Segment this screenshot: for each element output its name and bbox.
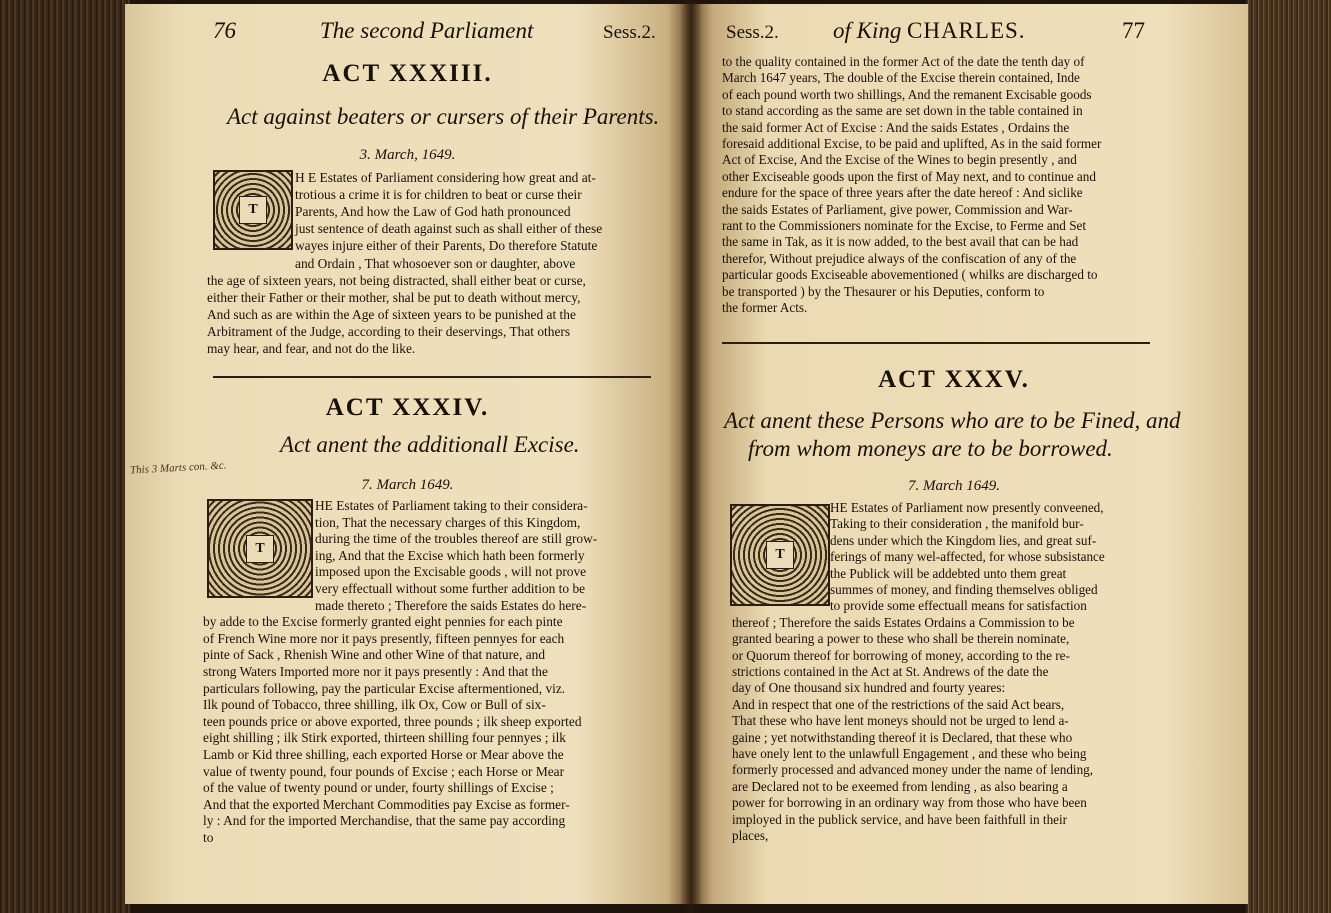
text-line: H E Estates of Parliament considering how great and at- — [295, 170, 596, 185]
text-line: or Quorum thereof for borrowing of money, according to the re- — [732, 647, 1070, 663]
text-line: ferings of many wel-affected, for whose subsistance — [830, 549, 1105, 565]
session-label: Sess.2. — [726, 22, 779, 43]
act-date-34: 7. March 1649. — [361, 477, 454, 493]
left-fore-edge — [0, 0, 130, 913]
text-line: the age of sixteen years, not being distracted, shall either beat or curse, — [207, 272, 586, 288]
text-line: by adde to the Excise formerly granted eight pennies for each pinte — [203, 614, 563, 630]
text-line: are Declared not to be exeemed from lending , as also bearing a — [732, 778, 1068, 794]
text-line: Ilk pound of Tobacco, three shilling, ilk Ox, Cow or Bull of six- — [203, 697, 546, 713]
text-line: the Publick will be addebted unto them great — [830, 565, 1067, 581]
text-line: be transported ) by the Thesaurer or his Deputies, conform to — [722, 283, 1045, 299]
text-line: That these who have lent moneys should not be urged to lend a- — [732, 713, 1069, 729]
text-line: just sentence of death against such as shall either of these — [295, 221, 603, 237]
initial-letter: T — [239, 196, 267, 224]
text-line: And that the exported Merchant Commodities pay Excise as former- — [203, 796, 570, 812]
text-line: summes of money, and finding themselves obliged — [830, 582, 1098, 597]
text-line: to the quality contained in the former Act of the date the tenth day of — [722, 54, 1085, 69]
initial-letter: T — [766, 541, 794, 569]
text-line: either their Father or their mother, shal be put to death without mercy, — [207, 289, 581, 305]
text-line: HE Estates of Parliament now presently conveened, — [830, 500, 1104, 515]
text-line: And such as are within the Age of sixteen years to be punished at the — [207, 306, 576, 322]
text-line: the former Acts. — [722, 300, 808, 315]
book-gutter — [680, 0, 702, 913]
text-line: and Ordain , That whosoever son or daughter, above — [295, 255, 576, 271]
decorated-initial — [730, 504, 830, 606]
handwritten-margin-note: This 3 Marts con. &c. — [129, 459, 227, 477]
text-line: to — [203, 830, 214, 845]
running-head: The second Parliament — [320, 18, 534, 43]
text-line: And in respect that one of the restrictions of the said Act bears, — [732, 696, 1065, 712]
text-line: March 1647 years, The double of the Excise therein contained, Inde — [722, 70, 1080, 86]
text-line: therefor, Without prejudice always of the confiscation of any of the — [722, 250, 1077, 266]
act-title-33: ACT XXXIII. — [322, 60, 493, 87]
text-line: foresaid additional Excise, to be paid and uplifted, As in the said former — [722, 136, 1102, 151]
initial-letter: T — [246, 535, 274, 563]
text-line: thereof ; Therefore the saids Estates Ordains a Commission to be — [732, 614, 1075, 630]
text-line: day of One thousand six hundred and fourty yeares: — [732, 680, 1006, 696]
text-line: tion, That the necessary charges of this Kingdom, — [315, 514, 581, 530]
text-line: other Exciseable goods upon the first of May next, and to continue and — [722, 168, 1096, 184]
section-rule — [722, 342, 1150, 344]
text-line: Parents, And how the Law of God hath pronounced — [295, 204, 571, 220]
text-line: dens under which the Kingdom lies, and great suf- — [830, 532, 1097, 548]
text-line: Arbitrament of the Judge, according to their deservings, That others — [207, 323, 571, 339]
text-line: particulars following, pay the particular Excise aftermentioned, viz. — [203, 680, 566, 696]
text-line: Act of Excise, And the Excise of the Wines to begin presently , and — [722, 152, 1077, 168]
text-line: may hear, and fear, and not do the like. — [207, 341, 416, 356]
text-line: of each pound worth two shillings, And the remanent Excisable goods — [722, 86, 1092, 102]
text-line: Taking to their consideration , the manifold bur- — [830, 516, 1084, 532]
text-line: ly : And for the imported Merchandise, that the same pay according — [203, 813, 566, 829]
page-number: 77 — [1122, 18, 1145, 43]
text-line: ing, And that the Excise which hath been formerly — [315, 547, 585, 563]
right-page — [690, 4, 1248, 904]
text-line: pinte of Sack , Rhenish Wine and other Wine of that nature, and — [203, 647, 546, 663]
text-line: formerly processed and advanced money under the name of lending, — [732, 762, 1094, 778]
act-subtitle-35-line1: Act anent these Persons who are to be Fined, and — [724, 408, 1181, 433]
right-fore-edge — [1246, 0, 1331, 913]
act-subtitle-33: Act against beaters or cursers of their Parents. — [227, 104, 660, 129]
running-head-italic: of King — [833, 18, 902, 43]
page-number: 76 — [213, 18, 236, 43]
session-label: Sess.2. — [603, 22, 656, 43]
text-line: imposed upon the Excisable goods , will not prove — [315, 564, 587, 580]
running-head-caps: CHARLES. — [907, 18, 1026, 43]
text-line: the same in Tak, as it is now added, to the best avail that can be had — [722, 234, 1079, 250]
text-line: imployed in the publick service, and have been faithfull in their — [732, 811, 1068, 827]
text-line: strong Waters Imported more nor it pays presently : And that the — [203, 664, 548, 679]
decorated-initial — [213, 170, 293, 250]
text-line: power for borrowing in an ordinary way from those who have been — [732, 795, 1087, 811]
act-title-34: ACT XXXIV. — [325, 394, 490, 421]
text-line: very effectuall without some further addition to be — [315, 581, 586, 596]
text-line: of French Wine more nor it pays presently, fifteen pennyes for each — [203, 630, 565, 646]
text-line: endure for the space of three years after the date hereof : And siclike — [722, 185, 1083, 201]
act-date-33: 3. March, 1649. — [359, 147, 456, 163]
text-line: during the time of the troubles thereof are still grow- — [315, 531, 598, 547]
text-line: of the value of twenty pound or under, fourty shillings of Excise ; — [203, 780, 554, 796]
text-line: places, — [732, 828, 769, 843]
text-line: gaine ; yet notwithstanding thereof it is Declared, that these who — [732, 729, 1073, 745]
decorated-initial — [207, 499, 313, 598]
text-line: made thereto ; Therefore the saids Estates do here- — [315, 597, 587, 613]
text-line: the saids Estates of Parliament, give power, Commission and War- — [722, 201, 1073, 217]
act-title-35: ACT XXXV. — [878, 366, 1030, 393]
text-line: value of twenty pound, four pounds of Excise ; each Horse or Mear — [203, 763, 565, 779]
text-line: the said former Act of Excise : And the saids Estates , Ordains the — [722, 119, 1070, 135]
text-line: granted bearing a power to these who shall be therein nominate, — [732, 631, 1070, 647]
text-line: eight shilling ; ilk Stirk exported, thirteen shilling four pennyes ; ilk — [203, 730, 566, 746]
text-line: wayes injure either of their Parents, Do therefore Statute — [295, 238, 598, 254]
text-line: have onely lent to the unlawfull Engagement , and these who being — [732, 746, 1087, 761]
text-line: to provide some effectuall means for satisfaction — [830, 598, 1087, 614]
act-date-35: 7. March 1649. — [908, 478, 1000, 494]
act-subtitle-34: Act anent the additionall Excise. — [280, 432, 580, 457]
text-line: particular goods Exciseable abovementioned ( whilks are discharged to — [722, 267, 1098, 283]
left-page — [125, 4, 690, 904]
text-line: to stand according as the same are set down in the table contained in — [722, 103, 1083, 119]
text-line: Lamb or Kid three shilling, each exported Horse or Mear above the — [203, 747, 564, 762]
section-rule — [213, 376, 651, 378]
text-line: teen pounds price or above exported, three pounds ; ilk sheep exported — [203, 713, 582, 729]
text-line: strictions contained in the Act at St. Andrews of the date the — [732, 664, 1049, 679]
text-line: trotious a crime it is for children to beat or curse their — [295, 187, 582, 203]
text-line: rant to the Commissioners nominate for the Excise, to Ferme and Set — [722, 218, 1087, 233]
act-subtitle-35-line2: from whom moneys are to be borrowed. — [748, 436, 1113, 461]
text-line: HE Estates of Parliament taking to their considera- — [315, 498, 588, 513]
